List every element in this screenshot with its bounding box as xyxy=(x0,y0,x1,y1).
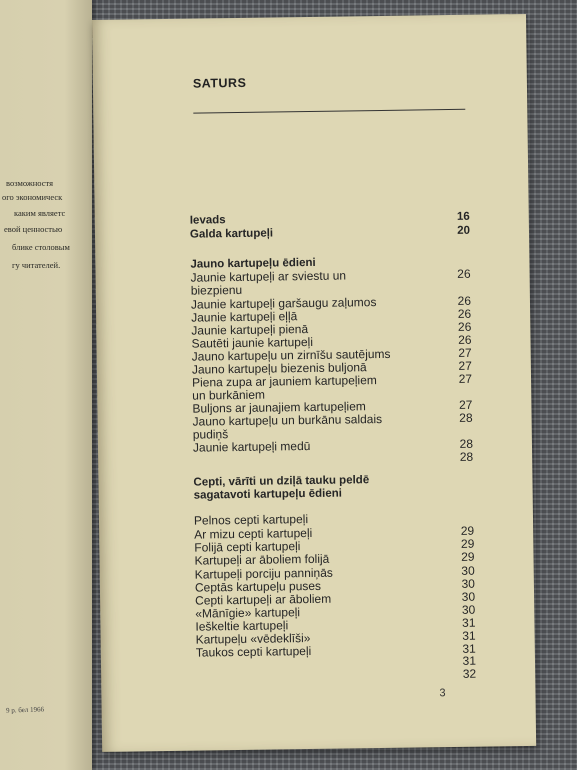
title-rule xyxy=(193,109,465,114)
toc-entry-page: 30 xyxy=(461,563,475,578)
toc-entry-page: 27 xyxy=(458,358,472,373)
toc-entry-text: Kartupeļu «vēdeklīši» xyxy=(195,631,311,647)
toc-entry-page: 31 xyxy=(462,653,477,668)
toc-entry-page: 30 xyxy=(461,589,476,604)
toc-entry-page: 31 xyxy=(461,615,476,630)
toc-entry xyxy=(190,225,470,241)
toc-entry-text: Pelnos cepti kartupeļi xyxy=(193,512,309,528)
toc-entry xyxy=(196,668,476,684)
toc-entry-page: 31 xyxy=(462,641,476,656)
toc-entry xyxy=(194,551,474,567)
toc-entry-text: Jaunie kartupeļi eļļā xyxy=(191,309,298,325)
toc-entry-text: Ar mizu cepti kartupeļi xyxy=(194,525,313,542)
toc-entry-text: Ievads xyxy=(189,214,226,227)
toc-entry-text: Cepti kartupeļi ar āboliem xyxy=(195,591,332,608)
toc-entry xyxy=(191,281,471,297)
toc-entry-text: Galda kartupeļi xyxy=(189,227,274,241)
toc-entry-page: 26 xyxy=(457,306,472,321)
page-number: 3 xyxy=(439,687,446,700)
toc-entry-page: 26 xyxy=(457,319,472,334)
toc-entry-text: Kartupeļi porciju panniņās xyxy=(194,565,333,582)
toc-entry-page: 29 xyxy=(460,536,475,551)
toc-entry-page: 29 xyxy=(461,549,475,564)
toc-entry-text: Jauno kartupeļu biezenis buljonā xyxy=(191,360,367,377)
toc-entry-text: Jauno kartupeļu un zirnīšu sautējums xyxy=(191,346,391,364)
toc-entry-page: 30 xyxy=(461,602,476,617)
toc-entry-text: Folijā cepti kartupeļi xyxy=(194,539,301,555)
toc-entry-text: Cepti, vārīti un dziļā tauku peldē xyxy=(193,474,370,489)
toc-entry xyxy=(193,451,473,467)
toc-entry-page: 20 xyxy=(457,224,471,237)
left-page-line: каким являетс xyxy=(14,208,66,218)
left-page-line: евой ценностью xyxy=(4,224,63,234)
toc-entry-page: 26 xyxy=(457,293,472,308)
toc-entry-page: 28 xyxy=(459,410,473,425)
toc-entry-page: 27 xyxy=(458,371,473,386)
toc-entry xyxy=(194,511,474,527)
toc-entry-text: Jauno kartupeļu un burkānu saldais xyxy=(192,411,383,429)
toc-entry-page: 30 xyxy=(461,576,476,591)
toc-entry-text: Taukos cepti kartupeļi xyxy=(195,644,312,660)
toc-entry-text: Jauno kartupeļu ēdieni xyxy=(190,256,316,271)
toc-entry-page: 26 xyxy=(457,266,471,281)
toc-entry-text: Jaunie kartupeļi garšaugu zaļumos xyxy=(190,295,377,312)
toc-entry-page: 26 xyxy=(458,332,472,347)
toc-entry-text: Buljons ar jaunajiem kartupeļiem xyxy=(192,399,366,416)
left-page-line: возможностя xyxy=(6,178,54,188)
toc-entry-page: 28 xyxy=(459,436,474,451)
toc-section-heading xyxy=(194,486,474,502)
left-page-line: гу читателей. xyxy=(12,260,61,270)
left-page-line: блике столовым xyxy=(12,242,70,252)
page-title: SATURS xyxy=(192,75,247,91)
toc-entry-text: Jaunie kartupeļi medū xyxy=(192,438,311,455)
toc-entry-page: 28 xyxy=(459,449,474,464)
toc-entry-page: 27 xyxy=(458,397,473,412)
toc-entry-page: 32 xyxy=(462,666,477,681)
contents-page xyxy=(92,14,536,752)
toc-entry xyxy=(190,211,470,227)
left-page xyxy=(0,0,92,770)
left-page-line: ого экономическ xyxy=(2,192,63,202)
toc-entry-text: Ceptās kartupeļu puses xyxy=(194,578,322,595)
toc-entry-page: 31 xyxy=(462,628,476,643)
toc-entry-text: Jaunie kartupeļi ar sviestu un xyxy=(190,268,347,285)
toc-entry-text: Sautēti jaunie kartupeļi xyxy=(191,334,314,351)
toc-entry-text: «Mānīgie» kartupeļi xyxy=(195,605,301,621)
toc-entry-text: biezpienu xyxy=(190,282,243,298)
toc-entry-text: sagatavoti kartupeļu ēdieni xyxy=(193,487,342,502)
toc-entry-text: Kartupeļi ar āboliem folijā xyxy=(194,551,330,568)
toc-entry-text: Jaunie kartupeļi pienā xyxy=(191,322,309,338)
toc-entry-page: 16 xyxy=(456,210,470,223)
toc-entry-page: 29 xyxy=(460,523,475,538)
toc-entry-text: Ieškeltie kartupeļi xyxy=(195,618,289,634)
toc-entry-page: 27 xyxy=(458,345,472,360)
toc-entry-text: pudiņš xyxy=(192,427,229,442)
toc-entry-text: Piena zupa ar jauniem kartupeļiem xyxy=(191,373,377,390)
toc-entry-text: un burkāniem xyxy=(192,387,266,403)
left-page-footer: 9 р. бел 1966 xyxy=(5,705,45,715)
